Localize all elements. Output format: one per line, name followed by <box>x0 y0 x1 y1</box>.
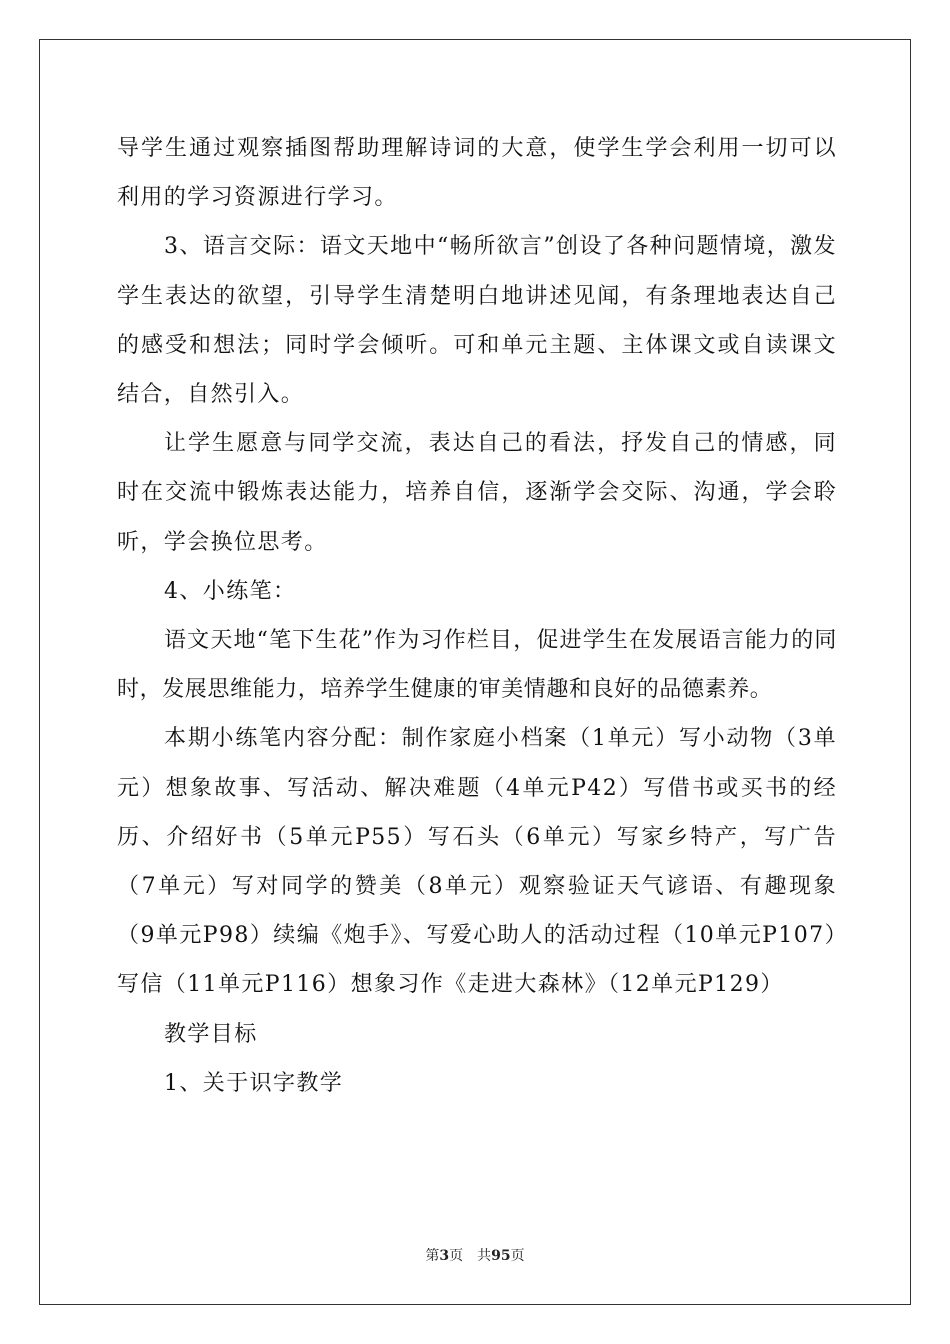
paragraph: 3、语言交际：语文天地中“畅所欲言”创设了各种问题情境，激发学生表达的欲望，引导学生清楚明白地讲述见闻，有条理地表达自己的感受和想法；同时学会倾听。可和单元主题、主体课文或自读课文结合，自然引入。 <box>117 234 837 408</box>
page-footer <box>0 1245 950 1265</box>
page-number: 3 <box>439 1248 450 1264</box>
total-pages: 95 <box>491 1248 511 1264</box>
paragraph: 导学生通过观察插图帮助理解诗词的大意，使学生学会利用一切可以利用的学习资源进行学习。 <box>117 136 837 211</box>
paragraph-heading: 1、关于识字教学 <box>164 1070 344 1096</box>
document-body <box>117 124 837 1108</box>
footer-total-suffix: 页 <box>510 1248 525 1264</box>
paragraph-heading: 4、小练笔： <box>164 578 297 604</box>
paragraph: 本期小练笔内容分配：制作家庭小档案（1单元）写小动物（3单元）想象故事、写活动、解决难题（4单元P42）写借书或买书的经历、介绍好书（5单元P55）写石头（6单元）写家乡特产，写广告（7单元）写对同学的赞美（8单元）观察验证天气谚语、有趣现象（9单元P98）续编《炮手》、写爱心助人的活动过程（10单元P107）写信（11单元P116）想象习作《走进大森林》（12单元P129） <box>117 726 837 998</box>
section-heading: 教学目标 <box>164 1021 258 1047</box>
footer-prefix: 第 <box>425 1248 440 1264</box>
footer-page-suffix: 页 <box>449 1248 464 1264</box>
footer-total-prefix: 共 <box>477 1248 492 1264</box>
paragraph: 语文天地“笔下生花”作为习作栏目，促进学生在发展语言能力的同时，发展思维能力，培养学生健康的审美情趣和良好的品德素养。 <box>117 628 837 703</box>
paragraph: 让学生愿意与同学交流，表达自己的看法，抒发自己的情感，同时在交流中锻炼表达能力，培养自信，逐渐学会交际、沟通，学会聆听，学会换位思考。 <box>117 431 837 555</box>
